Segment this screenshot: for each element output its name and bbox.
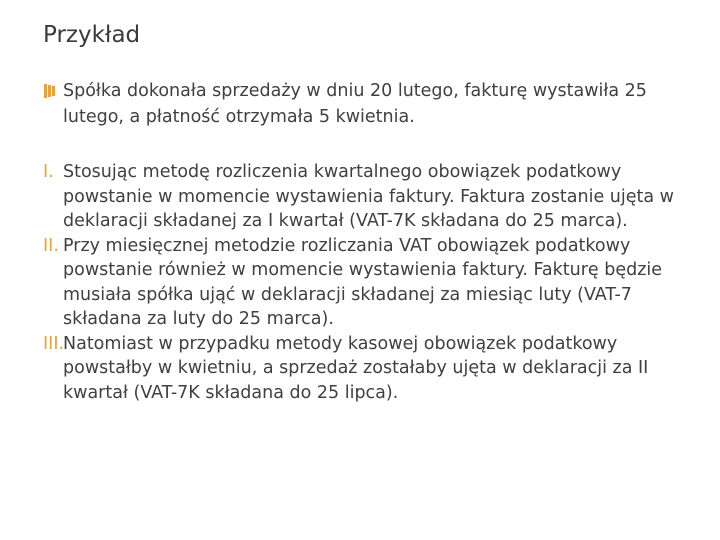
list-item-text: Przy miesięcznej metodzie rozliczania VAT obowiązek podatkowy powstanie również w momencie wystawienia faktury. Fakturę będzie musiała spółka ująć w deklaracji składanej za miesiąc luty (VAT-7 składana za luty do 25 marca). [63, 235, 663, 329]
list-item-text: Natomiast w przypadku metody kasowej obowiązek podatkowy powstałby w kwietniu, a sprzedaż zostałaby ujęta w deklaracji za II kwartał (VAT-7K składana do 25 lipca). [63, 333, 649, 403]
intro-bullet [44, 78, 684, 130]
intro-row [44, 78, 684, 130]
list-item [43, 234, 683, 332]
bookmark-icon [44, 84, 57, 98]
list-item [43, 160, 683, 234]
intro-text: Spółka dokonała sprzedaży w dniu 20 lutego, fakturę wystawiła 25 lutego, a płatność otrzymała 5 kwietnia. [63, 81, 647, 127]
page-title: Przykład [43, 22, 141, 48]
list-marker: II. [43, 235, 59, 256]
list-item-text: Stosując metodę rozliczenia kwartalnego obowiązek podatkowy powstanie w momencie wystawienia faktury. Faktura zostanie ujęta w deklaracji składanej za I kwartał (VAT-7K składana do 25 marca). [63, 162, 674, 231]
numbered-list [43, 160, 683, 405]
list-marker: I. [43, 162, 54, 182]
list-item [43, 332, 683, 406]
list-marker: III. [43, 333, 65, 354]
